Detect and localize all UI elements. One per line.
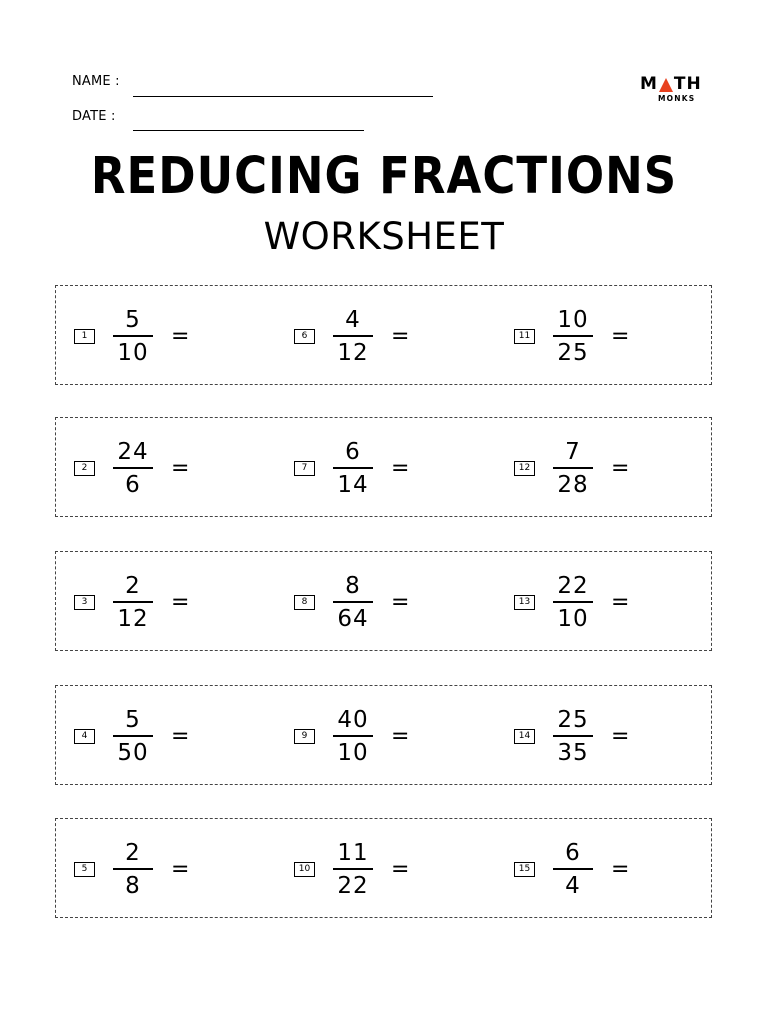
denominator: 28: [557, 471, 589, 498]
numerator: 6: [345, 438, 361, 465]
denominator: 12: [117, 605, 149, 632]
denominator: 10: [557, 605, 589, 632]
fraction-bar: [113, 735, 153, 737]
problem-row: [55, 551, 712, 651]
fraction-problem: [74, 306, 189, 366]
equals-sign: =: [171, 455, 190, 481]
logo-triangle-icon: [659, 78, 673, 92]
numerator: 2: [125, 572, 141, 599]
equals-sign: =: [611, 455, 630, 481]
denominator: 8: [125, 872, 141, 899]
numerator: 5: [125, 306, 141, 333]
logo-text-start: M: [640, 74, 658, 94]
fraction: [549, 707, 597, 766]
fraction: [329, 439, 377, 498]
equals-sign: =: [391, 723, 410, 749]
fraction: [329, 573, 377, 632]
fraction-bar: [553, 467, 593, 469]
denominator: 12: [337, 339, 369, 366]
numerator: 22: [557, 572, 589, 599]
numerator: 11: [337, 839, 369, 866]
fraction-bar: [113, 868, 153, 870]
numerator: 4: [345, 306, 361, 333]
date-label: DATE :: [72, 109, 116, 124]
denominator: 14: [337, 471, 369, 498]
fraction-problem: [294, 572, 409, 632]
numerator: 2: [125, 839, 141, 866]
fraction-problem: [74, 706, 189, 766]
fraction: [549, 307, 597, 366]
fraction-problem: [514, 572, 629, 632]
logo-wordmark: [640, 74, 702, 94]
worksheet-subtitle: WORKSHEET: [263, 215, 505, 258]
fraction: [109, 439, 157, 498]
fraction-bar: [333, 735, 373, 737]
fraction-bar: [113, 335, 153, 337]
fraction: [329, 307, 377, 366]
fraction-bar: [333, 601, 373, 603]
fraction: [549, 439, 597, 498]
denominator: 22: [337, 872, 369, 899]
denominator: 50: [117, 739, 149, 766]
fraction-bar: [333, 467, 373, 469]
equals-sign: =: [391, 323, 410, 349]
fraction-problem: [294, 438, 409, 498]
logo-text-end: TH: [673, 74, 702, 94]
fraction-problem: [514, 306, 629, 366]
fraction: [109, 707, 157, 766]
worksheet-title: REDUCING FRACTIONS: [90, 145, 678, 206]
name-label: NAME :: [72, 74, 120, 89]
problem-row: [55, 285, 712, 385]
problem-number: 1: [74, 329, 95, 344]
equals-sign: =: [391, 589, 410, 615]
fraction: [109, 573, 157, 632]
denominator: 6: [125, 471, 141, 498]
equals-sign: =: [171, 323, 190, 349]
denominator: 10: [117, 339, 149, 366]
denominator: 35: [557, 739, 589, 766]
problem-number: 6: [294, 329, 315, 344]
math-monks-logo: [636, 74, 704, 106]
equals-sign: =: [611, 723, 630, 749]
problem-row: [55, 685, 712, 785]
problem-number: 13: [514, 595, 535, 610]
fraction-bar: [113, 467, 153, 469]
equals-sign: =: [171, 856, 190, 882]
numerator: 40: [337, 706, 369, 733]
equals-sign: =: [611, 856, 630, 882]
fraction-problem: [514, 438, 629, 498]
fraction-bar: [553, 868, 593, 870]
problem-row: [55, 818, 712, 918]
denominator: 25: [557, 339, 589, 366]
logo-subtext: MONKS: [658, 94, 696, 103]
fraction-problem: [74, 839, 189, 899]
problem-number: 15: [514, 862, 535, 877]
problem-number: 5: [74, 862, 95, 877]
problem-number: 2: [74, 461, 95, 476]
fraction-problem: [514, 706, 629, 766]
problem-number: 12: [514, 461, 535, 476]
problem-number: 3: [74, 595, 95, 610]
numerator: 5: [125, 706, 141, 733]
equals-sign: =: [391, 856, 410, 882]
fraction: [109, 307, 157, 366]
date-field[interactable]: [133, 130, 364, 131]
equals-sign: =: [611, 589, 630, 615]
fraction-bar: [333, 868, 373, 870]
equals-sign: =: [171, 723, 190, 749]
fraction-problem: [74, 438, 189, 498]
problem-number: 14: [514, 729, 535, 744]
problem-row: [55, 417, 712, 517]
fraction-bar: [553, 601, 593, 603]
numerator: 8: [345, 572, 361, 599]
fraction-bar: [553, 335, 593, 337]
problem-number: 10: [294, 862, 315, 877]
fraction-bar: [553, 735, 593, 737]
denominator: 4: [565, 872, 581, 899]
fraction-problem: [294, 839, 409, 899]
fraction: [549, 840, 597, 899]
numerator: 10: [557, 306, 589, 333]
fraction-problem: [514, 839, 629, 899]
fraction: [329, 840, 377, 899]
equals-sign: =: [171, 589, 190, 615]
fraction-bar: [113, 601, 153, 603]
fraction: [329, 707, 377, 766]
equals-sign: =: [391, 455, 410, 481]
numerator: 24: [117, 438, 149, 465]
numerator: 6: [565, 839, 581, 866]
denominator: 10: [337, 739, 369, 766]
problem-number: 11: [514, 329, 535, 344]
problem-number: 4: [74, 729, 95, 744]
denominator: 64: [337, 605, 369, 632]
equals-sign: =: [611, 323, 630, 349]
name-field[interactable]: [133, 96, 433, 97]
fraction: [109, 840, 157, 899]
fraction-problem: [74, 572, 189, 632]
numerator: 25: [557, 706, 589, 733]
fraction-bar: [333, 335, 373, 337]
problem-number: 7: [294, 461, 315, 476]
fraction-problem: [294, 306, 409, 366]
problem-number: 8: [294, 595, 315, 610]
fraction-problem: [294, 706, 409, 766]
problem-number: 9: [294, 729, 315, 744]
fraction: [549, 573, 597, 632]
numerator: 7: [565, 438, 581, 465]
